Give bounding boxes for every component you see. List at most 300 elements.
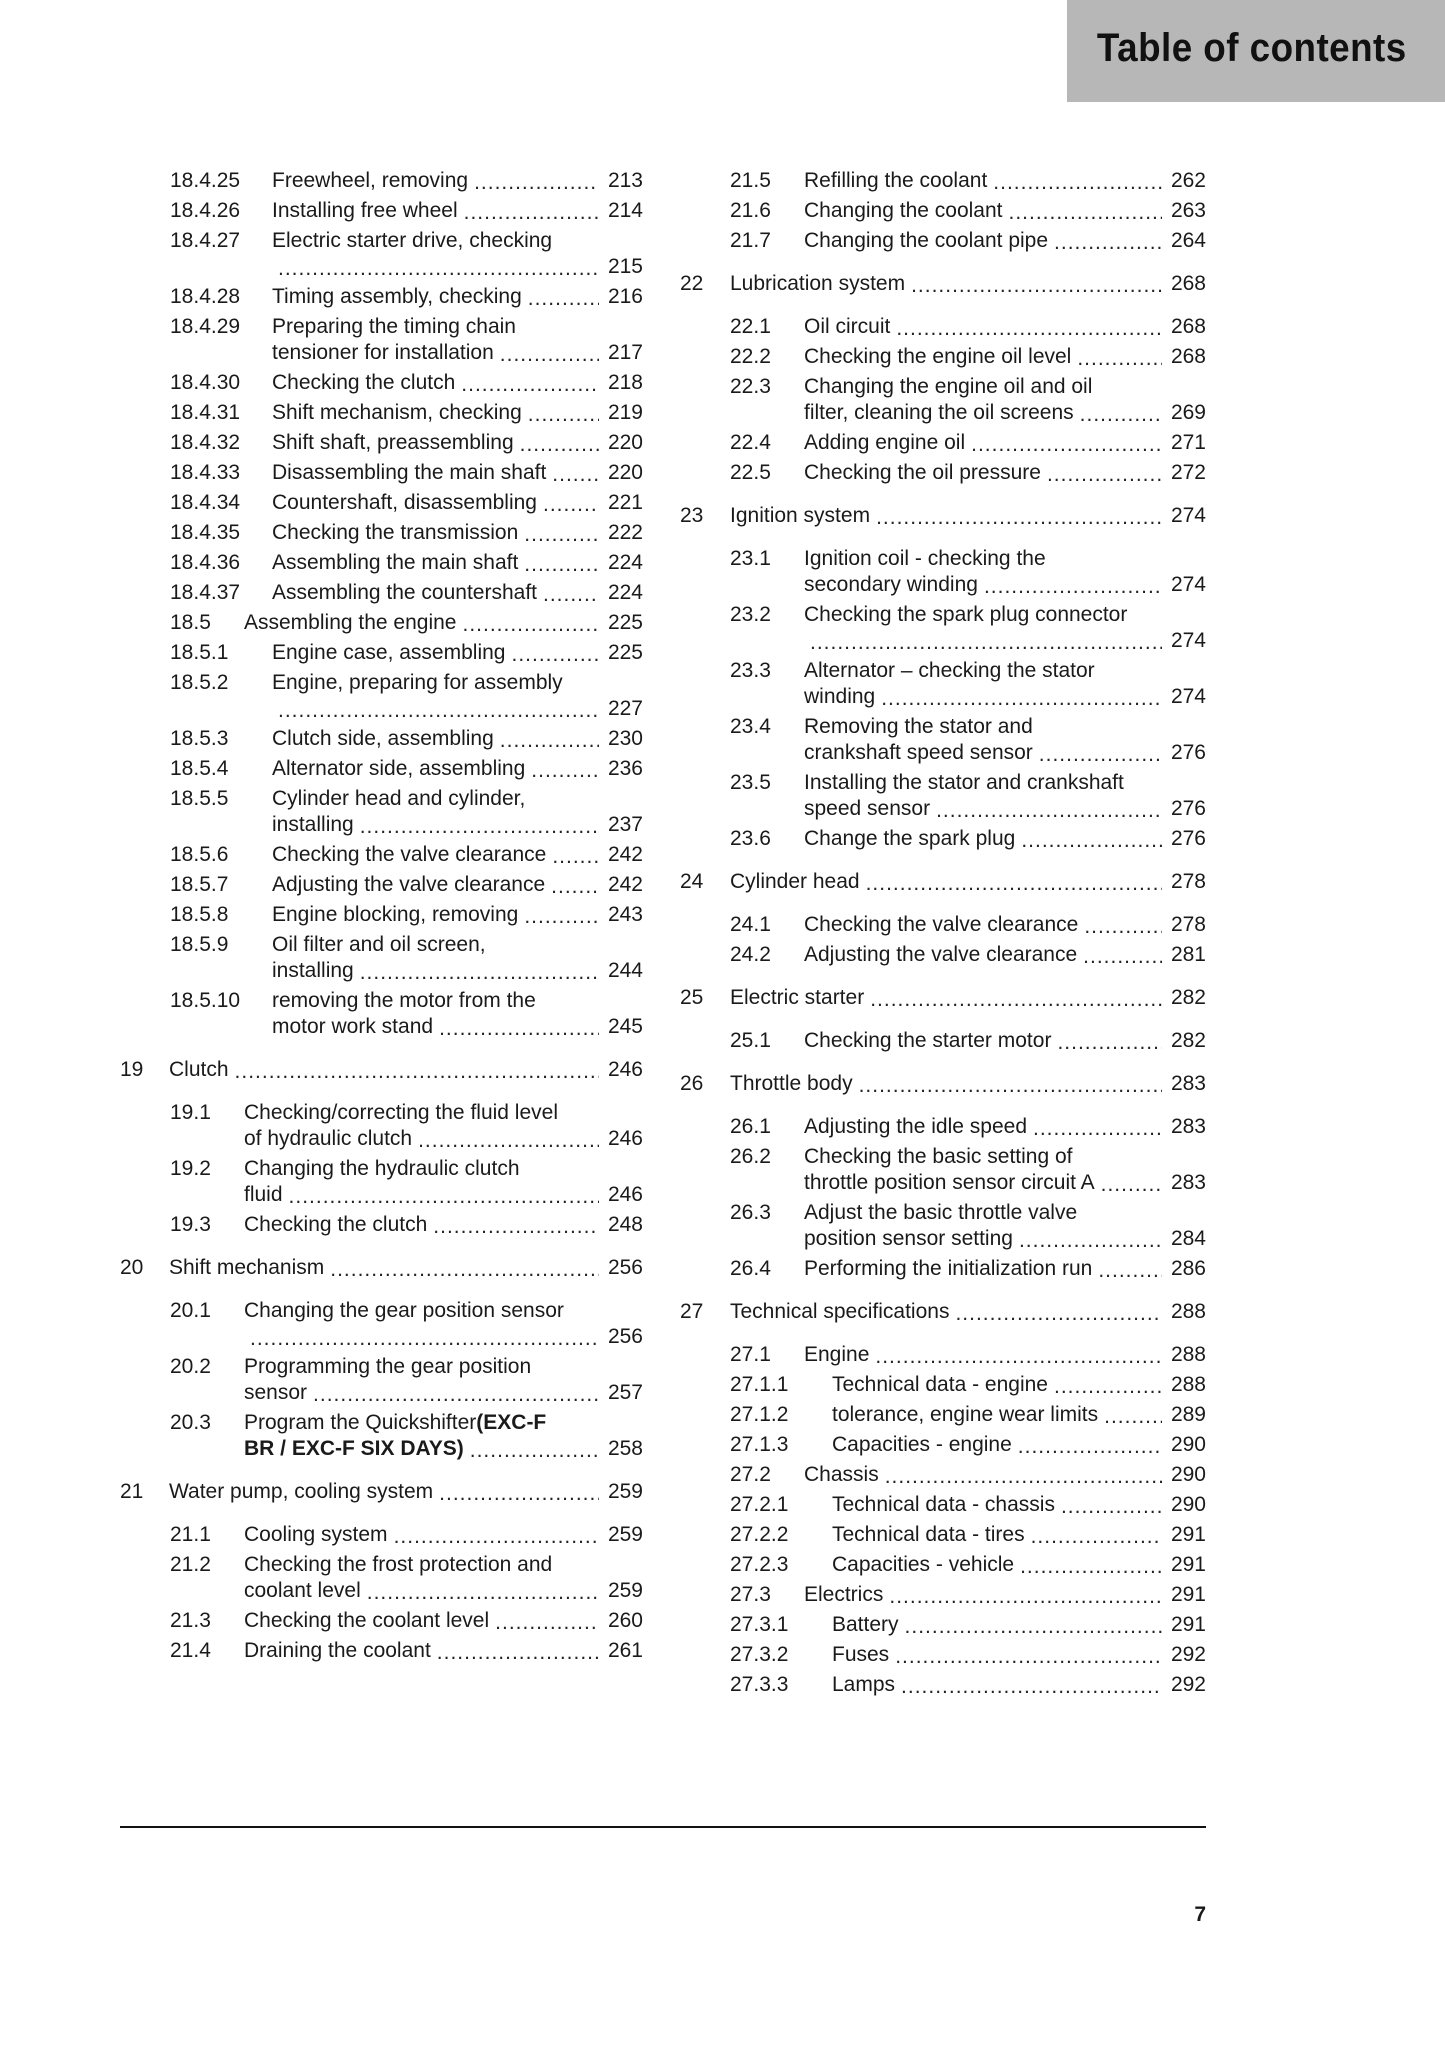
toc-entry-number: 23.5	[730, 771, 771, 794]
toc-entry-line	[272, 842, 643, 868]
dot-leader	[1080, 404, 1162, 426]
toc-entry-number: 22.3	[730, 375, 771, 398]
dot-leader	[313, 1384, 599, 1406]
dot-leader	[1019, 1230, 1162, 1252]
dot-leader	[1104, 1406, 1162, 1428]
toc-entry-line	[804, 1144, 1206, 1170]
toc-entry-page: 261	[607, 1639, 643, 1662]
toc-entry-line	[804, 1342, 1206, 1368]
toc-entry-number: 23.1	[730, 547, 771, 570]
dot-leader	[330, 1259, 599, 1281]
dot-leader	[437, 1642, 599, 1664]
toc-entry-title: Programming the gear position	[244, 1355, 532, 1378]
toc-entry-number: 21	[120, 1480, 144, 1503]
toc-entry-line	[804, 912, 1206, 938]
toc-entry-number: 20	[120, 1256, 144, 1279]
toc-entry-page: 291	[1170, 1583, 1206, 1606]
toc-entry-line	[272, 198, 643, 224]
toc-entry-line	[272, 812, 643, 838]
toc-entry-page: 268	[1170, 315, 1206, 338]
dot-leader	[1098, 1260, 1162, 1282]
toc-entry-page: 291	[1170, 1553, 1206, 1576]
dot-leader	[876, 507, 1162, 529]
toc-entry-title: Engine	[804, 1343, 870, 1366]
dot-leader	[464, 202, 599, 224]
toc-entry-number: 18.4.34	[170, 491, 241, 514]
toc-entry-title: Lubrication system	[730, 272, 906, 295]
toc-entry-line	[272, 958, 643, 984]
toc-entry-line	[832, 1432, 1206, 1458]
toc-entry-line	[272, 314, 643, 340]
dot-leader	[1101, 1174, 1162, 1196]
toc-entry-page: 237	[607, 813, 643, 836]
toc-entry-line	[272, 340, 643, 366]
toc-entry-page: 220	[607, 431, 643, 454]
toc-entry-line	[272, 254, 643, 280]
toc-entry-title: Adjust the basic throttle valve	[804, 1201, 1078, 1224]
toc-entry-line	[730, 1071, 1206, 1097]
toc-entry-number: 23.2	[730, 603, 771, 626]
toc-entry-line	[272, 902, 643, 928]
toc-entry-line	[272, 490, 643, 516]
dot-leader	[528, 288, 599, 310]
toc-entry-title: Draining the coolant	[244, 1639, 431, 1662]
toc-entry-page: 282	[1170, 1029, 1206, 1052]
toc-entry-title: Shift mechanism, checking	[272, 401, 522, 424]
toc-entry-title: tensioner for installation	[272, 341, 494, 364]
dot-leader	[250, 1328, 599, 1350]
toc-entry-page: 215	[607, 255, 643, 278]
toc-entry-title: Checking the frost protection and	[244, 1553, 553, 1576]
dot-leader	[1084, 916, 1162, 938]
toc-entry-page: 291	[1170, 1613, 1206, 1636]
footer-divider	[120, 1826, 1206, 1828]
dot-leader	[500, 730, 599, 752]
toc-entry-line	[272, 460, 643, 486]
toc-entry-title: Adjusting the idle speed	[804, 1115, 1027, 1138]
toc-entry-page: 246	[607, 1127, 643, 1150]
toc-entry-number: 18.5.5	[170, 787, 229, 810]
dot-leader	[971, 434, 1162, 456]
toc-entry-title: Timing assembly, checking	[272, 285, 522, 308]
toc-entry-title: removing the motor from the	[272, 989, 536, 1012]
toc-entry-title: crankshaft speed sensor	[804, 741, 1033, 764]
toc-entry-line	[804, 430, 1206, 456]
toc-entry-number: 22.5	[730, 461, 771, 484]
toc-entry-line	[832, 1522, 1206, 1548]
toc-entry-page: 269	[1170, 401, 1206, 424]
toc-entry-number: 19	[120, 1058, 144, 1081]
toc-entry-page: 268	[1170, 345, 1206, 368]
toc-entry-title: sensor	[244, 1381, 308, 1404]
toc-entry-line	[832, 1672, 1206, 1698]
dot-leader	[524, 554, 599, 576]
toc-entry-line	[272, 696, 643, 722]
dot-leader	[511, 644, 599, 666]
toc-entry-page: 292	[1170, 1673, 1206, 1696]
toc-entry-page: 290	[1170, 1493, 1206, 1516]
toc-entry-page: 281	[1170, 943, 1206, 966]
toc-entry-title: Engine blocking, removing	[272, 903, 519, 926]
dot-leader	[993, 172, 1162, 194]
toc-entry-page: 242	[607, 873, 643, 896]
page-title: Table of contents	[1097, 26, 1407, 70]
toc-entry-number: 21.6	[730, 199, 771, 222]
toc-entry-number: 27.1	[730, 1343, 771, 1366]
toc-entry-title: coolant level	[244, 1579, 361, 1602]
toc-entry-page: 214	[607, 199, 643, 222]
toc-entry-line	[804, 228, 1206, 254]
toc-entry-title: Ignition coil - checking the	[804, 547, 1046, 570]
dot-leader	[984, 576, 1162, 598]
toc-entry-number: 18.4.26	[170, 199, 241, 222]
dot-leader	[901, 1676, 1162, 1698]
toc-entry-title: Lamps	[832, 1673, 896, 1696]
dot-leader	[881, 688, 1162, 710]
toc-entry-line	[804, 400, 1206, 426]
toc-entry-page: 289	[1170, 1403, 1206, 1426]
toc-entry-title: installing	[272, 813, 354, 836]
toc-entry-number: 18.4.28	[170, 285, 241, 308]
dot-leader	[520, 434, 599, 456]
dot-leader	[552, 846, 599, 868]
toc-entry-page: 268	[1170, 272, 1206, 295]
toc-entry-number: 27.1.1	[730, 1373, 789, 1396]
toc-entry-line	[804, 344, 1206, 370]
toc-entry-title: Adjusting the valve clearance	[804, 943, 1078, 966]
toc-entry-line	[244, 1522, 643, 1548]
toc-entry-line	[804, 602, 1206, 628]
toc-entry-number: 22	[680, 272, 704, 295]
toc-entry-page: 271	[1170, 431, 1206, 454]
toc-entry-page: 224	[607, 551, 643, 574]
toc-entry-title: Shift shaft, preassembling	[272, 431, 514, 454]
toc-entry-line	[832, 1552, 1206, 1578]
dot-leader	[1033, 1118, 1162, 1140]
toc-entry-title: Oil circuit	[804, 315, 891, 338]
toc-entry-number: 27.1.2	[730, 1403, 789, 1426]
toc-entry-line	[804, 198, 1206, 224]
toc-entry-page: 222	[607, 521, 643, 544]
toc-entry-line	[804, 1256, 1206, 1282]
toc-entry-page: 278	[1170, 870, 1206, 893]
toc-entry-page: 263	[1170, 199, 1206, 222]
toc-entry-page: 276	[1170, 797, 1206, 820]
toc-entry-page: 290	[1170, 1463, 1206, 1486]
toc-entry-line	[804, 658, 1206, 684]
toc-entry-number: 25	[680, 986, 704, 1009]
toc-entry-page: 218	[607, 371, 643, 394]
toc-entry-title: Fuses	[832, 1643, 890, 1666]
toc-entry-line	[244, 1212, 643, 1238]
toc-entry-title: Electric starter	[730, 986, 865, 1009]
toc-entry-title: Throttle body	[730, 1072, 853, 1095]
toc-entry-line	[804, 460, 1206, 486]
toc-entry-line	[804, 1170, 1206, 1196]
dot-leader	[1054, 1376, 1162, 1398]
toc-entry-title: Adjusting the valve clearance	[272, 873, 546, 896]
toc-entry-title: Oil filter and oil screen,	[272, 933, 486, 956]
toc-entry-title: Preparing the timing chain	[272, 315, 516, 338]
toc-entry-number: 18.5.9	[170, 933, 229, 956]
toc-entry-title: Engine, preparing for assembly	[272, 671, 563, 694]
toc-entry-page: 286	[1170, 1257, 1206, 1280]
toc-entry-number: 18.4.35	[170, 521, 241, 544]
dot-leader	[531, 760, 599, 782]
toc-entry-page: 282	[1170, 986, 1206, 1009]
toc-entry-title: Checking/correcting the fluid level	[244, 1101, 558, 1124]
toc-entry-title: Ignition system	[730, 504, 871, 527]
toc-entry-page: 264	[1170, 229, 1206, 252]
toc-entry-line	[804, 168, 1206, 194]
toc-entry-title: Changing the coolant pipe	[804, 229, 1049, 252]
toc-entry-title: Checking the clutch	[244, 1213, 428, 1236]
toc-entry-number: 18.4.31	[170, 401, 241, 424]
toc-entry-title: Alternator side, assembling	[272, 757, 526, 780]
dot-leader	[360, 962, 599, 984]
toc-entry-line	[804, 684, 1206, 710]
toc-entry-line	[832, 1612, 1206, 1638]
dot-leader	[1020, 1556, 1162, 1578]
toc-entry-page: 246	[607, 1058, 643, 1081]
dot-leader	[859, 1075, 1162, 1097]
toc-entry-line	[272, 228, 643, 254]
dot-leader	[439, 1018, 599, 1040]
dot-leader	[474, 172, 599, 194]
toc-entry-title: Performing the initialization run	[804, 1257, 1093, 1280]
toc-entry-line	[272, 988, 643, 1014]
dot-leader	[955, 1303, 1162, 1325]
dot-leader	[866, 873, 1162, 895]
dot-leader	[1021, 830, 1162, 852]
toc-entry-number: 27.3	[730, 1583, 771, 1606]
toc-entry-line	[804, 714, 1206, 740]
toc-entry-title: Capacities - engine	[832, 1433, 1012, 1456]
toc-entry-title: Cylinder head and cylinder,	[272, 787, 526, 810]
toc-entry-line	[804, 826, 1206, 852]
toc-entry-number: 19.2	[170, 1157, 211, 1180]
toc-entry-title: Technical data - chassis	[832, 1493, 1055, 1516]
toc-entry-number: 21.5	[730, 169, 771, 192]
toc-entry-number: 18.5.10	[170, 989, 241, 1012]
dot-leader	[895, 1646, 1162, 1668]
toc-entry-number: 27.2.3	[730, 1553, 789, 1576]
dot-leader	[394, 1526, 599, 1548]
toc-entry-title: Installing free wheel	[272, 199, 458, 222]
toc-entry-number: 22.4	[730, 431, 771, 454]
dot-leader	[418, 1130, 599, 1152]
toc-entry-number: 27.2.1	[730, 1493, 789, 1516]
toc-entry-line	[272, 786, 643, 812]
toc-entry-number: 26.1	[730, 1115, 771, 1138]
toc-entry-page: 221	[607, 491, 643, 514]
toc-entry-line	[244, 1638, 643, 1664]
toc-entry-title: Countershaft, disassembling	[272, 491, 537, 514]
toc-entry-number: 23.4	[730, 715, 771, 738]
toc-entry-number: 18.5.4	[170, 757, 229, 780]
toc-entry-number: 21.3	[170, 1609, 211, 1632]
toc-entry-number: 24.1	[730, 913, 771, 936]
toc-entry-title: Technical data - tires	[832, 1523, 1025, 1546]
toc-entry-line	[730, 985, 1206, 1011]
toc-entry-title: Disassembling the main shaft	[272, 461, 547, 484]
dot-leader	[439, 1483, 599, 1505]
toc-entry-page: 288	[1170, 1343, 1206, 1366]
toc-entry-number: 21.7	[730, 229, 771, 252]
toc-entry-title: Changing the engine oil and oil	[804, 375, 1093, 398]
toc-entry-number: 27.3.2	[730, 1643, 789, 1666]
dot-leader	[911, 275, 1162, 297]
toc-entry-title: Assembling the countershaft	[272, 581, 537, 604]
toc-entry-title: Cooling system	[244, 1523, 388, 1546]
toc-entry-line	[272, 580, 643, 606]
toc-entry-title: installing	[272, 959, 354, 982]
toc-entry-number: 27.2.2	[730, 1523, 789, 1546]
toc-entry-title: Technical specifications	[730, 1300, 950, 1323]
dot-leader	[1009, 202, 1163, 224]
toc-entry-title: Cylinder head	[730, 870, 860, 893]
dot-leader	[524, 906, 599, 928]
dot-leader	[1054, 232, 1162, 254]
toc-entry-title: Checking the valve clearance	[272, 843, 547, 866]
toc-entry-number: 26.2	[730, 1145, 771, 1168]
toc-entry-line	[804, 546, 1206, 572]
dot-leader	[289, 1186, 599, 1208]
toc-entry-title: Electric starter drive, checking	[272, 229, 553, 252]
toc-entry-title: Electrics	[804, 1583, 884, 1606]
toc-entry-page: 259	[607, 1523, 643, 1546]
dot-leader	[896, 318, 1162, 340]
toc-entry-number: 20.3	[170, 1411, 211, 1434]
toc-entry-line	[804, 770, 1206, 796]
toc-entry-number: 23	[680, 504, 704, 527]
toc-entry-number: 27.3.3	[730, 1673, 789, 1696]
dot-leader	[543, 494, 599, 516]
toc-entry-line	[832, 1372, 1206, 1398]
toc-entry-line	[804, 942, 1206, 968]
toc-entry-page: 220	[607, 461, 643, 484]
toc-entry-number: 18.4.37	[170, 581, 241, 604]
dot-leader	[461, 374, 599, 396]
dot-leader	[543, 584, 599, 606]
toc-entry-number: 27	[680, 1300, 704, 1323]
toc-entry-number: 18.5.8	[170, 903, 229, 926]
toc-entry-line	[272, 932, 643, 958]
toc-entry-title: Changing the gear position sensor	[244, 1299, 564, 1322]
toc-entry-number: 19.3	[170, 1213, 211, 1236]
toc-entry-title: Changing the hydraulic clutch	[244, 1157, 520, 1180]
toc-entry-number: 25.1	[730, 1029, 771, 1052]
toc-entry-title: Checking the spark plug connector	[804, 603, 1128, 626]
toc-entry-line	[272, 670, 643, 696]
toc-entry-title: Alternator – checking the stator	[804, 659, 1095, 682]
toc-entry-title: Battery	[832, 1613, 899, 1636]
toc-entry-number: 18.5.3	[170, 727, 229, 750]
toc-entry-line	[169, 1057, 643, 1083]
toc-entry-page: 244	[607, 959, 643, 982]
toc-entry-number: 18.5.6	[170, 843, 229, 866]
toc-entry-line	[730, 503, 1206, 529]
toc-entry-page: 225	[607, 611, 643, 634]
toc-entry-page: 283	[1170, 1171, 1206, 1194]
toc-entry-line	[244, 1324, 643, 1350]
toc-entry-title: Checking the basic setting of	[804, 1145, 1073, 1168]
dot-leader	[1039, 744, 1162, 766]
toc-entry-number: 18.4.36	[170, 551, 241, 574]
toc-entry-title: Checking the coolant level	[244, 1609, 490, 1632]
toc-entry-page: 259	[607, 1480, 643, 1503]
dot-leader	[360, 816, 599, 838]
toc-entry-line	[272, 168, 643, 194]
toc-entry-page: 288	[1170, 1300, 1206, 1323]
toc-entry-title: Checking the clutch	[272, 371, 456, 394]
toc-entry-line	[272, 756, 643, 782]
dot-leader	[500, 344, 599, 366]
toc-entry-page: 225	[607, 641, 643, 664]
toc-entry-title: Water pump, cooling system	[169, 1480, 434, 1503]
toc-entry-line	[244, 1182, 643, 1208]
toc-entry-title: Clutch	[169, 1058, 229, 1081]
toc-entry-page: 276	[1170, 827, 1206, 850]
toc-entry-line	[804, 1462, 1206, 1488]
toc-entry-page: 260	[607, 1609, 643, 1632]
toc-entry-line	[804, 628, 1206, 654]
toc-entry-page: 217	[607, 341, 643, 364]
toc-entry-line	[272, 520, 643, 546]
dot-leader	[551, 876, 599, 898]
toc-entry-title: Capacities - vehicle	[832, 1553, 1015, 1576]
toc-entry-line	[244, 1552, 643, 1578]
dot-leader	[278, 258, 599, 280]
toc-entry-page: 276	[1170, 741, 1206, 764]
toc-entry-title: fluid	[244, 1183, 283, 1206]
toc-entry-title: speed sensor	[804, 797, 931, 820]
toc-entry-page: 283	[1170, 1115, 1206, 1138]
toc-entry-number: 21.1	[170, 1523, 211, 1546]
toc-entry-page: 288	[1170, 1373, 1206, 1396]
toc-entry-number: 23.6	[730, 827, 771, 850]
toc-entry-title: Checking the transmission	[272, 521, 519, 544]
toc-entry-page: 292	[1170, 1643, 1206, 1666]
toc-entry-title: Program the Quickshifter	[244, 1411, 477, 1434]
toc-entry-title: Changing the coolant	[804, 199, 1003, 222]
toc-entry-line	[804, 796, 1206, 822]
header-tab	[1067, 0, 1445, 102]
toc-entry-line	[804, 1114, 1206, 1140]
toc-entry-page: 258	[607, 1437, 643, 1460]
toc-entry-page: 290	[1170, 1433, 1206, 1456]
dot-leader	[278, 700, 599, 722]
toc-entry-title: Engine case, assembling	[272, 641, 506, 664]
toc-entry-title: tolerance, engine wear limits	[832, 1403, 1099, 1426]
toc-entry-number: 27.2	[730, 1463, 771, 1486]
dot-leader	[875, 1346, 1162, 1368]
toc-entry-line	[272, 430, 643, 456]
dot-leader	[1077, 348, 1162, 370]
toc-entry-page: 257	[607, 1381, 643, 1404]
dot-leader	[1057, 1032, 1162, 1054]
toc-entry-number: 18.4.30	[170, 371, 241, 394]
toc-entry-title: Assembling the engine	[244, 611, 457, 634]
toc-entry-title: of hydraulic clutch	[244, 1127, 413, 1150]
toc-entry-page: 256	[607, 1256, 643, 1279]
toc-entry-title-bold: (EXC-F	[476, 1411, 547, 1434]
toc-entry-number: 18.5	[170, 611, 211, 634]
toc-entry-line	[804, 572, 1206, 598]
toc-entry-page: 291	[1170, 1523, 1206, 1546]
dot-leader	[528, 404, 599, 426]
toc-entry-line	[804, 1200, 1206, 1226]
